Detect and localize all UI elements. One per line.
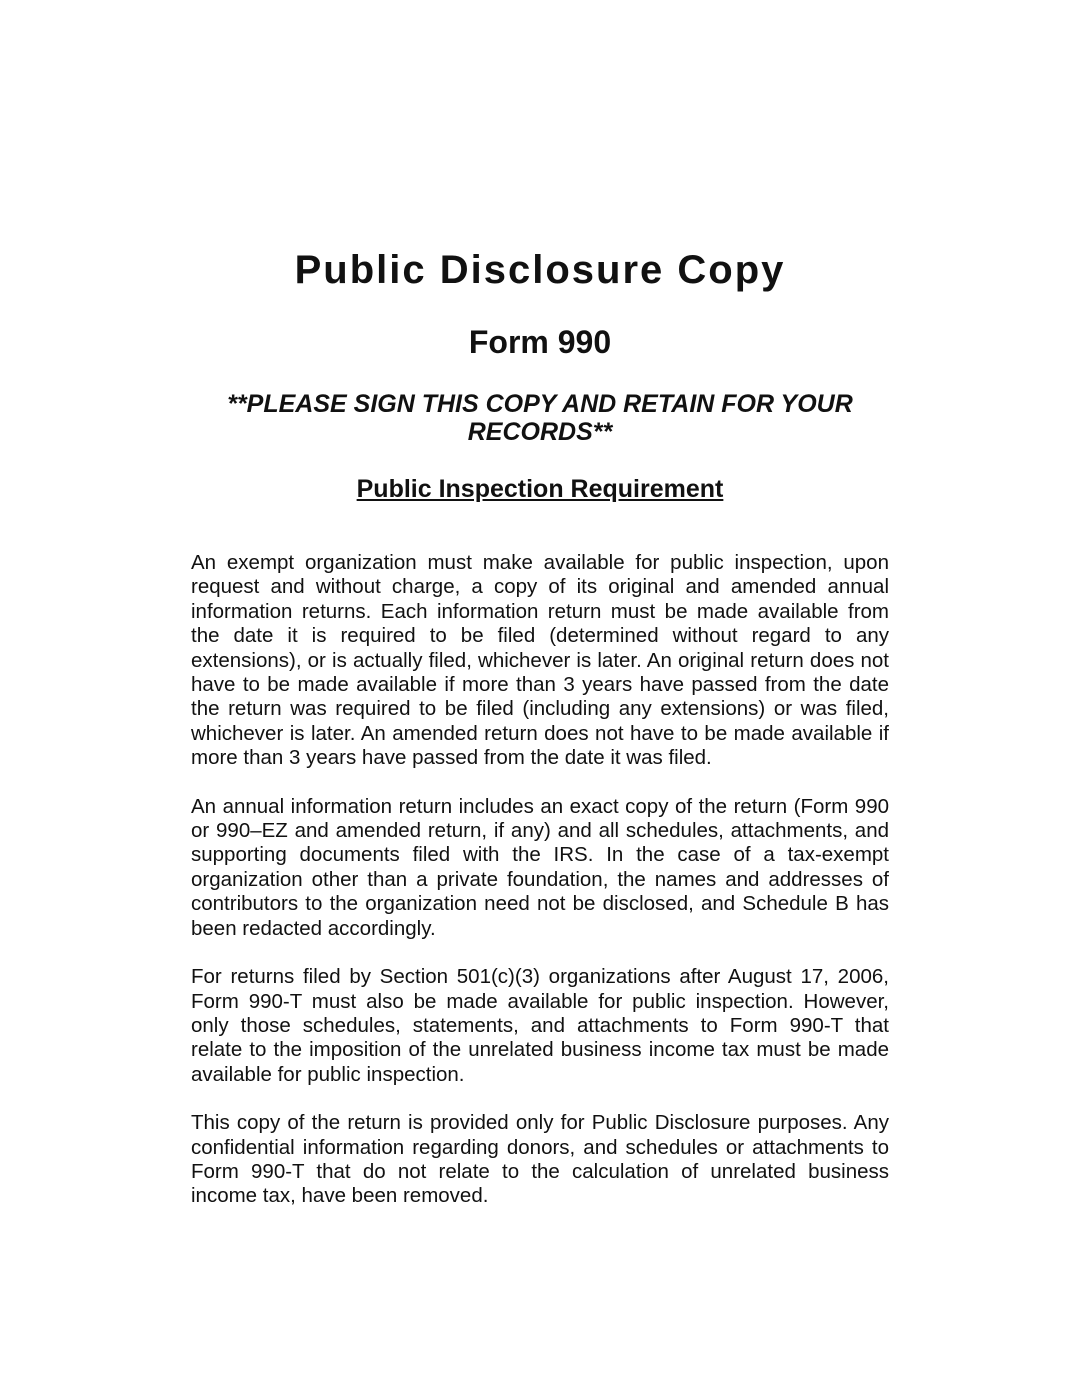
paragraph-disclosure-purpose: This copy of the return is provided only for Public Disclosure purposes. Any confidential information regarding donors, and schedules or attachments to Form 990-T that do not relate to the calculation of unrelated business income tax, have been removed. xyxy=(191,1111,889,1208)
paragraph-availability: An exempt organization must make available for public inspection, upon request and without charge, a copy of its original and amended annual information returns. Each information return must be made available from the date it is required to be filed (determined without regard to any extensions), or is actually filed, whichever is later. An original return does not have to be made available if more than 3 years have passed from the date the return was required to be filed (including any extensions) or was filed, whichever is later. An amended return does not have to be made available if more than 3 years have passed from the date it was filed. xyxy=(191,551,889,770)
paragraph-990t: For returns filed by Section 501(c)(3) organizations after August 17, 2006, Form 990-T must also be made available for public inspection. However, only those schedules, statements, and attachments to Form 990-T that relate to the imposition of the unrelated business income tax must be made available for public inspection. xyxy=(191,965,889,1086)
form-label: Form 990 xyxy=(468,324,612,360)
page-title: Public Disclosure Copy xyxy=(294,248,786,292)
section-heading: Public Inspection Requirement xyxy=(356,475,724,503)
paragraph-contents: An annual information return includes an exact copy of the return (Form 990 or 990–EZ and amended return, if any) and all schedules, attachments, and supporting documents filed with the IRS. In the case of a tax-exempt organization other than a private foundation, the names and addresses of contributors to the organization need not be disclosed, and Schedule B has been redacted accordingly. xyxy=(191,794,889,940)
sign-notice: **PLEASE SIGN THIS COPY AND RETAIN FOR YOUR RECORDS** xyxy=(227,390,853,446)
body-text xyxy=(191,551,889,1233)
